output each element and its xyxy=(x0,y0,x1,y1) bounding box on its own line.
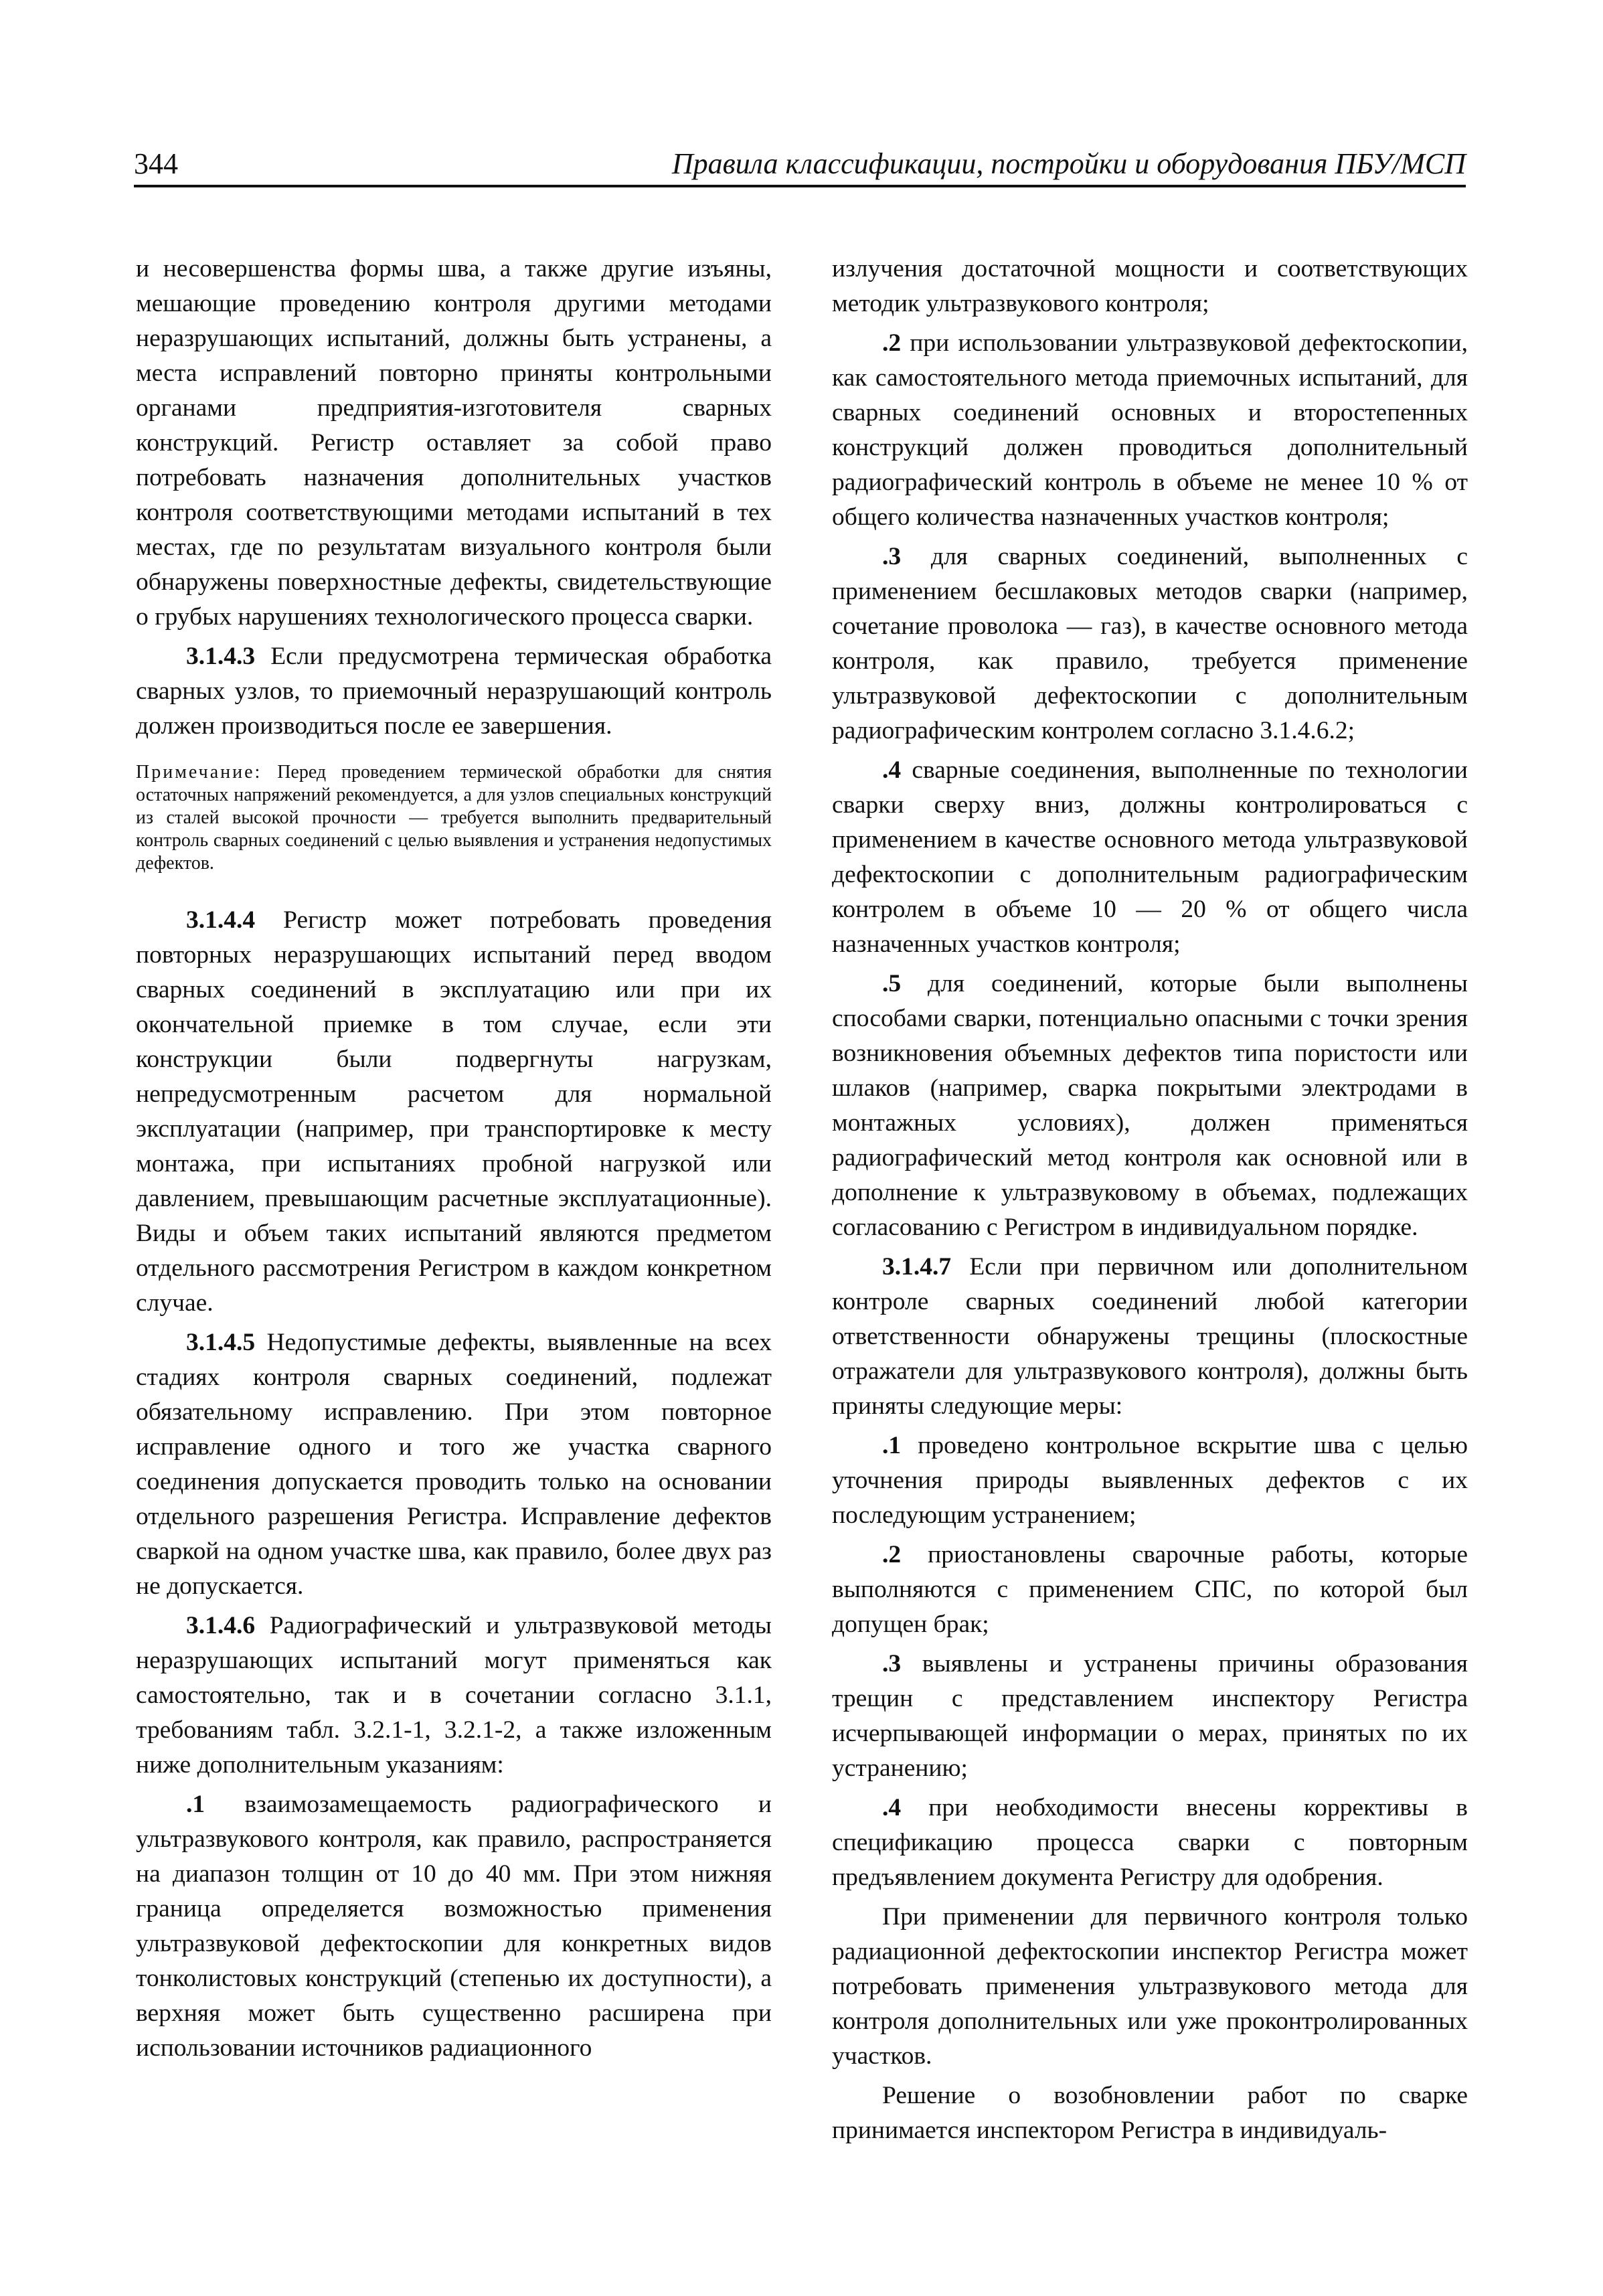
subclause-text: выявлены и устранены причины образования трещин с представлением инспектору Регистра исчерпывающей информации о мерах, принятых по их устранению; xyxy=(832,1650,1468,1782)
subclause-2 xyxy=(832,326,1468,535)
subclause-text: проведено контрольное вскрытие шва с целью уточнения природы выявленных дефектов с их последующим устранением; xyxy=(832,1432,1468,1529)
measure-4 xyxy=(832,1791,1468,1895)
subclause-text: приостановлены сварочные работы, которые выполняются с применением СПС, по которой был допущен брак; xyxy=(832,1541,1468,1638)
page-header xyxy=(134,146,1466,187)
subclause-number: .1 xyxy=(186,1791,205,1818)
subclause-text: при необходимости внесены коррективы в спецификацию процесса сварки с повторным предъявлением документа Регистру для одобрения. xyxy=(832,1794,1468,1891)
left-column xyxy=(136,252,772,2070)
subclause-number: .3 xyxy=(882,543,902,570)
subclause-text: для сварных соединений, выполненных с применением бесшлаковых методов сварки (например, сочетание проволока — газ), в качестве основного метода контроля, как правило, требуется применение ультразвуковой дефектоскопии с дополнительным радиографическим контролем согласно 3.1.4.6.2; xyxy=(832,543,1468,744)
subclause-number: .2 xyxy=(882,329,902,357)
clause-number: 3.1.4.7 xyxy=(882,1253,952,1281)
clause-3-1-4-5 xyxy=(136,1325,772,1604)
right-column xyxy=(832,252,1468,2153)
subclause-4 xyxy=(832,753,1468,962)
clause-text: Регистр может потребовать проведения повторных неразрушающих испытаний перед вводом сварных соединений в эксплуатацию или при их окончательной приемке в том случае, если эти конструкции были подвергнуты нагрузкам, непредусмотренным расчетом для нормальной эксплуатации (например, при транспортировке к месту монтажа, при испытаниях пробной нагрузкой или давлением, превышающим расчетные эксплуатационные). Виды и объем таких испытаний являются предметом отдельного рассмотрения Регистром в каждом конкретном случае. xyxy=(136,906,772,1317)
clause-number: 3.1.4.4 xyxy=(186,906,256,934)
paragraph: При применении для первичного контроля только радиационной дефектоскопии инспектор Регистра может потребовать применения ультразвукового метода для контроля дополнительных или уже проконтролированных участков. xyxy=(832,1903,1468,2070)
measure-2 xyxy=(832,1538,1468,1642)
paragraph: Решение о возобновлении работ по сварке принимается инспектором Регистра в индивидуаль- xyxy=(832,2082,1468,2144)
page-number: 344 xyxy=(134,147,178,180)
subclause-1 xyxy=(136,1787,772,2066)
subclause-number: .4 xyxy=(882,756,902,784)
subclause-text: сварные соединения, выполненные по технологии сварки сверху вниз, должны контролироваться с применением в качестве основного метода ультразвуковой дефектоскопии с дополнительным радиографическим контролем в объеме 10 — 20 % от общего числа назначенных участков контроля; xyxy=(832,756,1468,958)
note-label: Примечание: xyxy=(136,762,262,783)
subclause-number: .4 xyxy=(882,1794,902,1821)
subclause-number: .2 xyxy=(882,1541,902,1568)
clause-3-1-4-4 xyxy=(136,903,772,1321)
clause-3-1-4-6 xyxy=(136,1609,772,1783)
subclause-number: .5 xyxy=(882,970,902,997)
note-text: Перед проведением термической обработки для снятия остаточных напряжений рекомендуется, а для узлов специальных конструкций из сталей высокой прочности — требуется выполнить предварительный контроль сварных соединений с целью выявления и устранения недопустимых дефектов. xyxy=(136,762,772,874)
note-block xyxy=(136,761,772,875)
clause-text: Недопустимые дефекты, выявленные на всех стадиях контроля сварных соединений, подлежат обязательному исправлению. При этом повторное исправление одного и того же участка сварного соединения допускается проводить только на основании отдельного разрешения Регистра. Исправление дефектов сваркой на одном участке шва, как правило, более двух раз не допускается. xyxy=(136,1329,772,1600)
subclause-3 xyxy=(832,540,1468,748)
clause-number: 3.1.4.3 xyxy=(186,643,256,670)
clause-number: 3.1.4.6 xyxy=(186,1612,256,1639)
clause-text: Если предусмотрена термическая обработка сварных узлов, то приемочный неразрушающий контроль должен производиться после ее завершения. xyxy=(136,643,772,740)
subclause-number: .3 xyxy=(882,1650,902,1677)
clause-3-1-4-7 xyxy=(832,1250,1468,1424)
subclause-text: для соединений, которые были выполнены способами сварки, потенциально опасными с точки зрения возникновения объемных дефектов типа пористости или шлаков (например, сварка покрытыми электродами в монтажных условиях), должен применяться радиографический метод контроля как основной или в дополнение к ультразвуковому в объемах, подлежащих согласованию с Регистром в индивидуальном порядке. xyxy=(832,970,1468,1241)
clause-text: Радиографический и ультразвуковой методы неразрушающих испытаний могут применяться как самостоятельно, так и в сочетании согласно 3.1.1, требованиям табл. 3.2.1-1, 3.2.1-2, а также изложенным ниже дополнительным указаниям: xyxy=(136,1612,772,1779)
clause-text: Если при первичном или дополнительном контроле сварных соединений любой категории ответственности обнаружены трещины (плоскостные отражатели для ультразвукового контроля), должны быть приняты следующие меры: xyxy=(832,1253,1468,1420)
measure-1 xyxy=(832,1428,1468,1533)
subclause-text: взаимозамещаемость радиографического и ультразвукового контроля, как правило, распространяется на диапазон толщин от 10 до 40 мм. При этом нижняя граница определяется возможностью применения ультразвуковой дефектоскопии для конкретных видов тонколистовых конструкций (степенью их доступности), а верхняя может быть существенно расширена при использовании источников радиационного xyxy=(136,1791,772,2062)
running-title: Правила классификации, постройки и оборудования ПБУ/МСП xyxy=(671,147,1466,180)
clause-number: 3.1.4.5 xyxy=(186,1329,256,1356)
paragraph: излучения достаточной мощности и соответствующих методик ультразвукового контроля; xyxy=(832,255,1468,317)
clause-3-1-4-3 xyxy=(136,639,772,744)
measure-3 xyxy=(832,1647,1468,1786)
subclause-5 xyxy=(832,967,1468,1245)
subclause-text: при использовании ультразвуковой дефектоскопии, как самостоятельного метода приемочных испытаний, для сварных соединений основных и второстепенных конструкций должен проводиться дополнительный радиографический контроль в объеме не менее 10 % от общего количества назначенных участков контроля; xyxy=(832,329,1468,531)
paragraph: и несовершенства формы шва, а также другие изъяны, мешающие проведению контроля другими методами неразрушающих испытаний, должны быть устранены, а места исправлений повторно приняты контрольными органами предприятия-изготовителя сварных конструкций. Регистр оставляет за собой право потребовать назначения дополнительных участков контроля соответствующими методами испытаний в тех местах, где по результатам визуального контроля были обнаружены поверхностные дефекты, свидетельствующие о грубых нарушениях технологического процесса сварки. xyxy=(136,255,772,631)
subclause-number: .1 xyxy=(882,1432,902,1459)
